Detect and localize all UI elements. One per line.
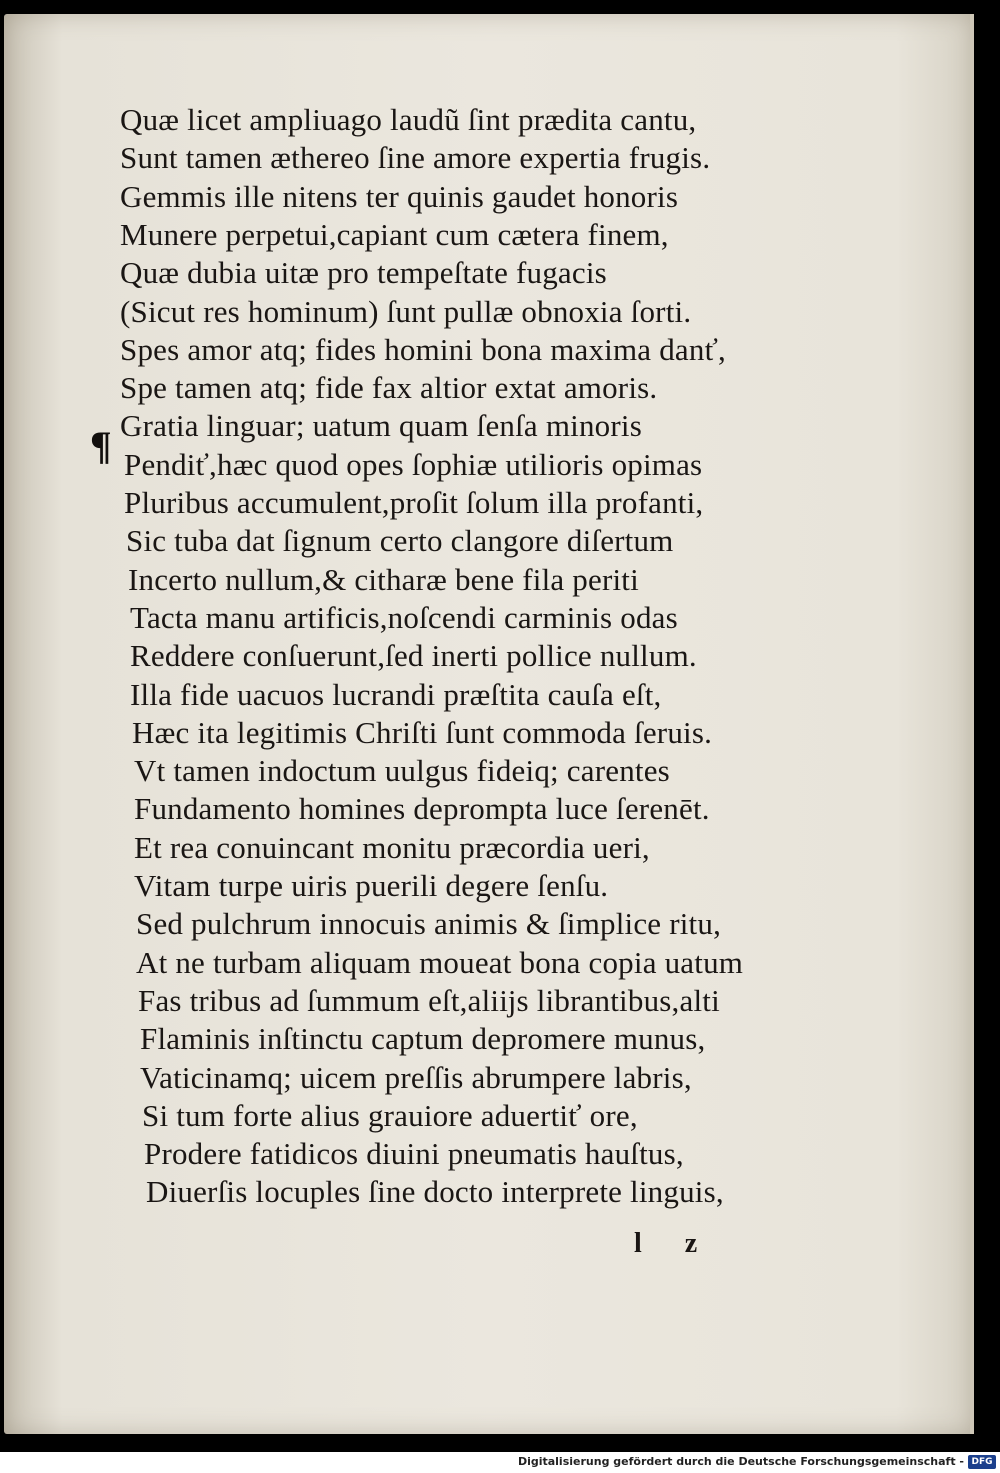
verse-line: (Sicut res hominum) ſunt pullæ obnoxia ſorti. bbox=[120, 293, 692, 329]
verse-line: Spe tamen atq; fide fax altior extat amoris. bbox=[120, 370, 658, 406]
verse-line: Diuerſis locuples ſine docto interprete linguis, bbox=[146, 1174, 724, 1210]
verse-line: Quæ dubia uitæ pro tempeſtate fugacis bbox=[120, 255, 607, 291]
verse-line: Flaminis inſtinctu captum depromere munus, bbox=[140, 1021, 706, 1057]
verse-line: Vt tamen indoctum uulgus fideiq; carentes bbox=[134, 753, 670, 789]
verse-line: Spes amor atq; fides homini bona maxima danť, bbox=[120, 331, 726, 367]
verse-line: Incerto nullum,& citharæ bene fila periti bbox=[128, 561, 639, 597]
verse-line: Munere perpetui,capiant cum cætera finem, bbox=[120, 216, 669, 252]
verse-line: Vaticinamq; uicem preſſis abrumpere labris, bbox=[140, 1059, 692, 1095]
verse-line: Sic tuba dat ſignum certo clangore diſertum bbox=[126, 523, 674, 559]
digitization-footer bbox=[0, 1452, 1000, 1473]
verse-line: Gemmis ille nitens ter quinis gaudet honoris bbox=[120, 178, 679, 214]
paragraph-mark: ¶ bbox=[90, 423, 112, 468]
signature-mark: l z bbox=[634, 1228, 716, 1259]
verse-line: Fundamento homines deprompta luce ſerenēt. bbox=[134, 791, 710, 827]
verse-line: Fas tribus ad ſummum eſt,aliĳs librantibus,alti bbox=[138, 982, 720, 1018]
verse-line: Pluribus accumulent,proſit ſolum illa profanti, bbox=[124, 485, 704, 520]
verse-line: Hæc ita legitimis Chriſti ſunt commoda ſeruis. bbox=[132, 714, 713, 750]
verse-line: Pendiť,hæc quod opes ſophiæ utilioris opimas bbox=[124, 446, 703, 482]
verse-line: Gratia linguar; uatum quam ſenſa minoris bbox=[120, 408, 642, 444]
verse-line: Prodere fatidicos diuini pneumatis hauſtus, bbox=[144, 1136, 684, 1172]
verse-line: Illa fide uacuos lucrandi præſtita cauſa eſt, bbox=[130, 676, 662, 712]
verse-line: Reddere conſuerunt,ſed inerti pollice nullum. bbox=[130, 638, 697, 674]
verse-line: Et rea conuincant monitu præcordia ueri, bbox=[134, 829, 650, 865]
verse-line: Si tum forte alius grauiore aduertiť ore, bbox=[142, 1097, 638, 1133]
verse-line: Sunt tamen æthereo ſine amore expertia frugis. bbox=[120, 140, 711, 176]
verse-line: Quæ licet ampliuago laudũ ſint prædita cantu, bbox=[120, 102, 697, 137]
book-page bbox=[4, 14, 974, 1434]
verse-line: At ne turbam aliquam moueat bona copia uatum bbox=[136, 944, 744, 980]
verse-block bbox=[4, 14, 974, 1434]
verse-line: Tacta manu artificis,noſcendi carminis odas bbox=[130, 599, 678, 635]
footer-credit: Digitalisierung gefördert durch die Deutsche Forschungsgemeinschaft - bbox=[517, 1455, 964, 1468]
verse-line: Sed pulchrum innocuis animis & ſimplice ritu, bbox=[136, 906, 722, 942]
dfg-logo-icon: DFG bbox=[968, 1455, 996, 1469]
verse-line: Vitam turpe uiris puerili degere ſenſu. bbox=[134, 868, 609, 903]
